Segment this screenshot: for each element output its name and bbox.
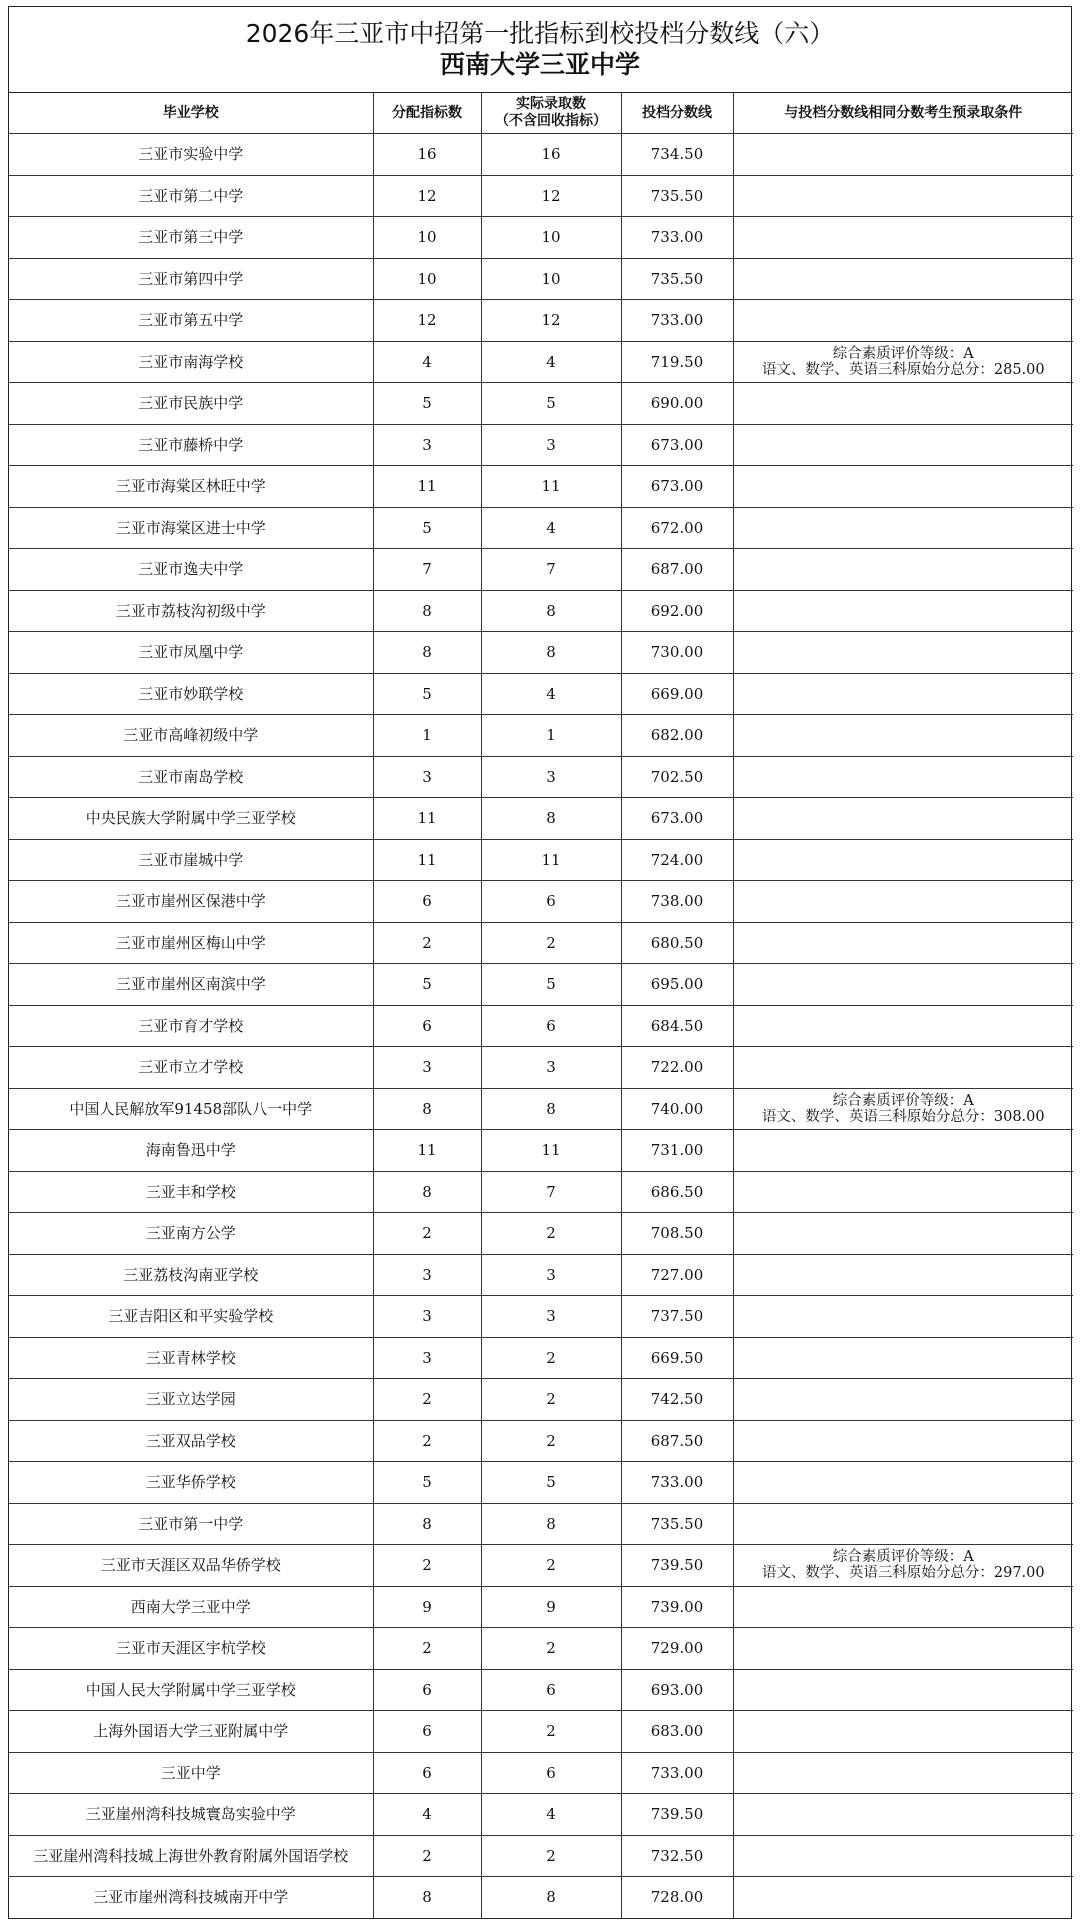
quota-cell: 5 — [373, 1462, 481, 1504]
school-cell: 三亚市妙联学校 — [9, 673, 373, 715]
admitted-cell: 8 — [481, 632, 621, 674]
score-cell: 729.00 — [621, 1628, 733, 1670]
school-cell: 三亚南方公学 — [9, 1213, 373, 1255]
score-cell: 727.00 — [621, 1254, 733, 1296]
score-cell: 735.50 — [621, 175, 733, 217]
admitted-cell: 11 — [481, 839, 621, 881]
condition-line1: 综合素质评价等级：A — [832, 345, 974, 362]
condition-cell — [733, 217, 1073, 259]
title-block — [9, 7, 1071, 93]
condition-cell — [733, 424, 1073, 466]
score-cell: 735.50 — [621, 1503, 733, 1545]
quota-cell: 10 — [373, 217, 481, 259]
quota-cell: 11 — [373, 798, 481, 840]
admitted-cell: 8 — [481, 798, 621, 840]
table-row — [9, 1877, 1073, 1918]
condition-cell — [733, 590, 1073, 632]
condition-cell — [733, 1047, 1073, 1089]
school-cell: 三亚吉阳区和平实验学校 — [9, 1296, 373, 1338]
table-row — [9, 175, 1073, 217]
quota-cell: 8 — [373, 1877, 481, 1918]
condition-cell — [733, 1171, 1073, 1213]
table-row — [9, 1296, 1073, 1338]
header-school: 毕业学校 — [9, 93, 373, 134]
table-row — [9, 1254, 1073, 1296]
condition-cell — [733, 1669, 1073, 1711]
school-cell: 三亚中学 — [9, 1752, 373, 1794]
header-condition: 与投档分数线相同分数考生预录取条件 — [733, 93, 1073, 134]
table-row — [9, 1669, 1073, 1711]
score-cell: 733.00 — [621, 217, 733, 259]
quota-cell: 6 — [373, 881, 481, 923]
quota-cell: 3 — [373, 1047, 481, 1089]
score-cell: 739.00 — [621, 1586, 733, 1628]
school-cell: 三亚双品学校 — [9, 1420, 373, 1462]
school-cell: 三亚市天涯区宇杭学校 — [9, 1628, 373, 1670]
school-cell: 三亚市崖州区南滨中学 — [9, 964, 373, 1006]
condition-cell — [733, 715, 1073, 757]
quota-cell: 11 — [373, 466, 481, 508]
admitted-cell: 11 — [481, 466, 621, 508]
quota-cell: 10 — [373, 258, 481, 300]
school-cell: 三亚市实验中学 — [9, 134, 373, 176]
table-row — [9, 466, 1073, 508]
table-row — [9, 258, 1073, 300]
table-row — [9, 549, 1073, 591]
school-cell: 三亚崖州湾科技城上海世外教育附属外国语学校 — [9, 1835, 373, 1877]
condition-cell — [733, 341, 1073, 383]
admitted-cell: 7 — [481, 549, 621, 591]
table-row — [9, 964, 1073, 1006]
condition-cell — [733, 1088, 1073, 1130]
score-cell: 690.00 — [621, 383, 733, 425]
admitted-cell: 2 — [481, 1545, 621, 1587]
quota-cell: 5 — [373, 964, 481, 1006]
admitted-cell: 12 — [481, 175, 621, 217]
table-row — [9, 1337, 1073, 1379]
condition-cell — [733, 922, 1073, 964]
condition-cell — [733, 632, 1073, 674]
admitted-cell: 2 — [481, 1337, 621, 1379]
score-cell: 693.00 — [621, 1669, 733, 1711]
table-row — [9, 300, 1073, 342]
quota-cell: 3 — [373, 1337, 481, 1379]
condition-cell — [733, 466, 1073, 508]
quota-cell: 6 — [373, 1752, 481, 1794]
condition-cell — [733, 673, 1073, 715]
score-cell: 669.00 — [621, 673, 733, 715]
admitted-cell: 4 — [481, 341, 621, 383]
quota-cell: 2 — [373, 1628, 481, 1670]
admitted-cell: 2 — [481, 1628, 621, 1670]
quota-cell: 6 — [373, 1005, 481, 1047]
table-row — [9, 922, 1073, 964]
condition-cell — [733, 1752, 1073, 1794]
school-cell: 三亚市第二中学 — [9, 175, 373, 217]
quota-cell: 3 — [373, 1254, 481, 1296]
score-cell: 722.00 — [621, 1047, 733, 1089]
school-cell: 中央民族大学附属中学三亚学校 — [9, 798, 373, 840]
score-cell: 673.00 — [621, 424, 733, 466]
table-row — [9, 134, 1073, 176]
score-cell: 740.00 — [621, 1088, 733, 1130]
score-cell: 695.00 — [621, 964, 733, 1006]
quota-cell: 3 — [373, 1296, 481, 1338]
table-row — [9, 715, 1073, 757]
quota-cell: 2 — [373, 922, 481, 964]
quota-cell: 12 — [373, 175, 481, 217]
quota-cell: 8 — [373, 632, 481, 674]
quota-cell: 2 — [373, 1213, 481, 1255]
table-row — [9, 1213, 1073, 1255]
table-row — [9, 1711, 1073, 1753]
school-cell: 中国人民大学附属中学三亚学校 — [9, 1669, 373, 1711]
quota-cell: 3 — [373, 756, 481, 798]
table-row — [9, 1628, 1073, 1670]
quota-cell: 11 — [373, 1130, 481, 1172]
admitted-cell: 8 — [481, 1503, 621, 1545]
table-row — [9, 1130, 1073, 1172]
condition-cell — [733, 798, 1073, 840]
admitted-cell: 4 — [481, 507, 621, 549]
score-sheet — [8, 6, 1072, 1919]
table-row — [9, 1420, 1073, 1462]
condition-line2: 语文、数学、英语三科原始分总分：297.00 — [761, 1565, 1045, 1582]
quota-cell: 8 — [373, 1503, 481, 1545]
admitted-cell: 16 — [481, 134, 621, 176]
admitted-cell: 2 — [481, 1711, 621, 1753]
table-row — [9, 1794, 1073, 1836]
admitted-cell: 3 — [481, 1047, 621, 1089]
score-cell: 734.50 — [621, 134, 733, 176]
condition-cell — [733, 1379, 1073, 1421]
table-row — [9, 341, 1073, 383]
school-cell: 三亚市南海学校 — [9, 341, 373, 383]
score-cell: 692.00 — [621, 590, 733, 632]
table-row — [9, 217, 1073, 259]
score-cell: 708.50 — [621, 1213, 733, 1255]
score-cell: 683.00 — [621, 1711, 733, 1753]
admitted-cell: 6 — [481, 1005, 621, 1047]
school-cell: 三亚市崖城中学 — [9, 839, 373, 881]
admitted-cell: 6 — [481, 1669, 621, 1711]
admitted-cell: 6 — [481, 881, 621, 923]
score-cell: 684.50 — [621, 1005, 733, 1047]
quota-cell: 5 — [373, 383, 481, 425]
admitted-cell: 8 — [481, 1877, 621, 1918]
condition-cell — [733, 383, 1073, 425]
school-cell: 三亚青林学校 — [9, 1337, 373, 1379]
table-header-row — [9, 93, 1073, 134]
score-cell: 702.50 — [621, 756, 733, 798]
score-cell: 687.50 — [621, 1420, 733, 1462]
quota-cell: 1 — [373, 715, 481, 757]
school-cell: 三亚市崖州湾科技城南开中学 — [9, 1877, 373, 1918]
condition-cell — [733, 1628, 1073, 1670]
quota-cell: 4 — [373, 1794, 481, 1836]
admitted-cell: 1 — [481, 715, 621, 757]
school-cell: 三亚市育才学校 — [9, 1005, 373, 1047]
score-cell: 687.00 — [621, 549, 733, 591]
school-cell: 三亚市崖州区梅山中学 — [9, 922, 373, 964]
quota-cell: 5 — [373, 673, 481, 715]
score-cell: 735.50 — [621, 258, 733, 300]
admitted-cell: 2 — [481, 1379, 621, 1421]
table-row — [9, 1047, 1073, 1089]
table-row — [9, 798, 1073, 840]
admitted-cell: 2 — [481, 922, 621, 964]
school-cell: 海南鲁迅中学 — [9, 1130, 373, 1172]
quota-cell: 12 — [373, 300, 481, 342]
school-cell: 三亚华侨学校 — [9, 1462, 373, 1504]
condition-cell — [733, 1254, 1073, 1296]
header-admitted-line2: （不含回收指标） — [495, 113, 607, 129]
table-row — [9, 632, 1073, 674]
table-row — [9, 1005, 1073, 1047]
table-row — [9, 1752, 1073, 1794]
score-cell: 733.00 — [621, 1462, 733, 1504]
score-cell: 733.00 — [621, 300, 733, 342]
school-cell: 三亚市立才学校 — [9, 1047, 373, 1089]
school-cell: 三亚市凤凰中学 — [9, 632, 373, 674]
table-row — [9, 590, 1073, 632]
table-row — [9, 1379, 1073, 1421]
school-cell: 三亚立达学园 — [9, 1379, 373, 1421]
school-cell: 三亚市第一中学 — [9, 1503, 373, 1545]
quota-cell: 8 — [373, 1171, 481, 1213]
header-admitted-line1: 实际录取数 — [516, 96, 586, 112]
score-cell: 742.50 — [621, 1379, 733, 1421]
admitted-cell: 3 — [481, 756, 621, 798]
admitted-cell: 3 — [481, 424, 621, 466]
school-cell: 三亚市藤桥中学 — [9, 424, 373, 466]
score-cell: 686.50 — [621, 1171, 733, 1213]
table-row — [9, 424, 1073, 466]
header-admitted — [481, 93, 621, 134]
quota-cell: 16 — [373, 134, 481, 176]
table-row — [9, 839, 1073, 881]
score-cell: 680.50 — [621, 922, 733, 964]
school-cell: 三亚市第四中学 — [9, 258, 373, 300]
table-row — [9, 1171, 1073, 1213]
condition-cell — [733, 839, 1073, 881]
school-cell: 中国人民解放军91458部队八一中学 — [9, 1088, 373, 1130]
quota-cell: 2 — [373, 1545, 481, 1587]
school-cell: 三亚市崖州区保港中学 — [9, 881, 373, 923]
admitted-cell: 9 — [481, 1586, 621, 1628]
school-cell: 三亚市海棠区进士中学 — [9, 507, 373, 549]
school-cell: 三亚市逸夫中学 — [9, 549, 373, 591]
condition-cell — [733, 756, 1073, 798]
admitted-cell: 5 — [481, 964, 621, 1006]
school-cell: 上海外国语大学三亚附属中学 — [9, 1711, 373, 1753]
condition-cell — [733, 1503, 1073, 1545]
admitted-cell: 2 — [481, 1835, 621, 1877]
admitted-cell: 2 — [481, 1420, 621, 1462]
quota-cell: 6 — [373, 1711, 481, 1753]
quota-cell: 2 — [373, 1420, 481, 1462]
condition-cell — [733, 1005, 1073, 1047]
school-cell: 三亚丰和学校 — [9, 1171, 373, 1213]
admitted-cell: 10 — [481, 217, 621, 259]
condition-cell — [733, 1420, 1073, 1462]
admitted-cell: 4 — [481, 1794, 621, 1836]
quota-cell: 2 — [373, 1835, 481, 1877]
school-cell: 三亚崖州湾科技城寰岛实验中学 — [9, 1794, 373, 1836]
table-row — [9, 1545, 1073, 1587]
score-table — [9, 93, 1073, 1918]
admitted-cell: 3 — [481, 1254, 621, 1296]
condition-cell — [733, 1545, 1073, 1587]
quota-cell: 6 — [373, 1669, 481, 1711]
quota-cell: 7 — [373, 549, 481, 591]
condition-cell — [733, 1337, 1073, 1379]
quota-cell: 3 — [373, 424, 481, 466]
condition-cell — [733, 1213, 1073, 1255]
school-cell: 三亚市南岛学校 — [9, 756, 373, 798]
condition-cell — [733, 1586, 1073, 1628]
condition-line1: 综合素质评价等级：A — [832, 1092, 974, 1109]
admitted-cell: 4 — [481, 673, 621, 715]
score-cell: 730.00 — [621, 632, 733, 674]
admitted-cell: 5 — [481, 383, 621, 425]
condition-cell — [733, 881, 1073, 923]
score-cell: 669.50 — [621, 1337, 733, 1379]
header-quota: 分配指标数 — [373, 93, 481, 134]
page-title: 2026年三亚市中招第一批指标到校投档分数线（六） — [245, 19, 835, 48]
school-cell: 三亚市第三中学 — [9, 217, 373, 259]
condition-cell — [733, 1794, 1073, 1836]
school-cell: 三亚市天涯区双品华侨学校 — [9, 1545, 373, 1587]
condition-line2: 语文、数学、英语三科原始分总分：308.00 — [761, 1108, 1045, 1125]
condition-line1: 综合素质评价等级：A — [832, 1549, 974, 1566]
admitted-cell: 10 — [481, 258, 621, 300]
table-row — [9, 673, 1073, 715]
quota-cell: 8 — [373, 1088, 481, 1130]
table-row — [9, 383, 1073, 425]
score-cell: 737.50 — [621, 1296, 733, 1338]
table-row — [9, 1835, 1073, 1877]
score-cell: 719.50 — [621, 341, 733, 383]
quota-cell: 4 — [373, 341, 481, 383]
score-cell: 731.00 — [621, 1130, 733, 1172]
score-cell: 682.00 — [621, 715, 733, 757]
school-cell: 西南大学三亚中学 — [9, 1586, 373, 1628]
quota-cell: 5 — [373, 507, 481, 549]
condition-cell — [733, 964, 1073, 1006]
condition-cell — [733, 258, 1073, 300]
score-cell: 739.50 — [621, 1794, 733, 1836]
score-cell: 732.50 — [621, 1835, 733, 1877]
condition-cell — [733, 134, 1073, 176]
condition-cell — [733, 1835, 1073, 1877]
table-row — [9, 1088, 1073, 1130]
table-row — [9, 1503, 1073, 1545]
condition-cell — [733, 175, 1073, 217]
score-cell: 728.00 — [621, 1877, 733, 1918]
table-body — [9, 134, 1073, 1918]
admitted-cell: 8 — [481, 590, 621, 632]
school-cell: 三亚荔枝沟南亚学校 — [9, 1254, 373, 1296]
score-cell: 733.00 — [621, 1752, 733, 1794]
table-row — [9, 1462, 1073, 1504]
condition-cell — [733, 1711, 1073, 1753]
admitted-cell: 6 — [481, 1752, 621, 1794]
quota-cell: 2 — [373, 1379, 481, 1421]
condition-cell — [733, 1296, 1073, 1338]
admitted-cell: 11 — [481, 1130, 621, 1172]
condition-cell — [733, 1877, 1073, 1918]
admitted-cell: 5 — [481, 1462, 621, 1504]
quota-cell: 11 — [373, 839, 481, 881]
condition-cell — [733, 1462, 1073, 1504]
school-cell: 三亚市荔枝沟初级中学 — [9, 590, 373, 632]
header-score: 投档分数线 — [621, 93, 733, 134]
school-cell: 三亚市民族中学 — [9, 383, 373, 425]
school-cell: 三亚市高峰初级中学 — [9, 715, 373, 757]
admitted-cell: 7 — [481, 1171, 621, 1213]
admitted-cell: 2 — [481, 1213, 621, 1255]
score-cell: 673.00 — [621, 798, 733, 840]
score-cell: 724.00 — [621, 839, 733, 881]
score-cell: 738.00 — [621, 881, 733, 923]
table-row — [9, 507, 1073, 549]
school-cell: 三亚市海棠区林旺中学 — [9, 466, 373, 508]
quota-cell: 8 — [373, 590, 481, 632]
table-row — [9, 881, 1073, 923]
condition-line2: 语文、数学、英语三科原始分总分：285.00 — [761, 361, 1045, 378]
table-row — [9, 1586, 1073, 1628]
score-cell: 739.50 — [621, 1545, 733, 1587]
admitted-cell: 12 — [481, 300, 621, 342]
condition-cell — [733, 549, 1073, 591]
quota-cell: 9 — [373, 1586, 481, 1628]
score-cell: 673.00 — [621, 466, 733, 508]
score-cell: 672.00 — [621, 507, 733, 549]
admitted-cell: 3 — [481, 1296, 621, 1338]
condition-cell — [733, 300, 1073, 342]
condition-cell — [733, 1130, 1073, 1172]
page-subtitle: 西南大学三亚中学 — [439, 50, 640, 79]
admitted-cell: 8 — [481, 1088, 621, 1130]
condition-cell — [733, 507, 1073, 549]
table-row — [9, 756, 1073, 798]
school-cell: 三亚市第五中学 — [9, 300, 373, 342]
